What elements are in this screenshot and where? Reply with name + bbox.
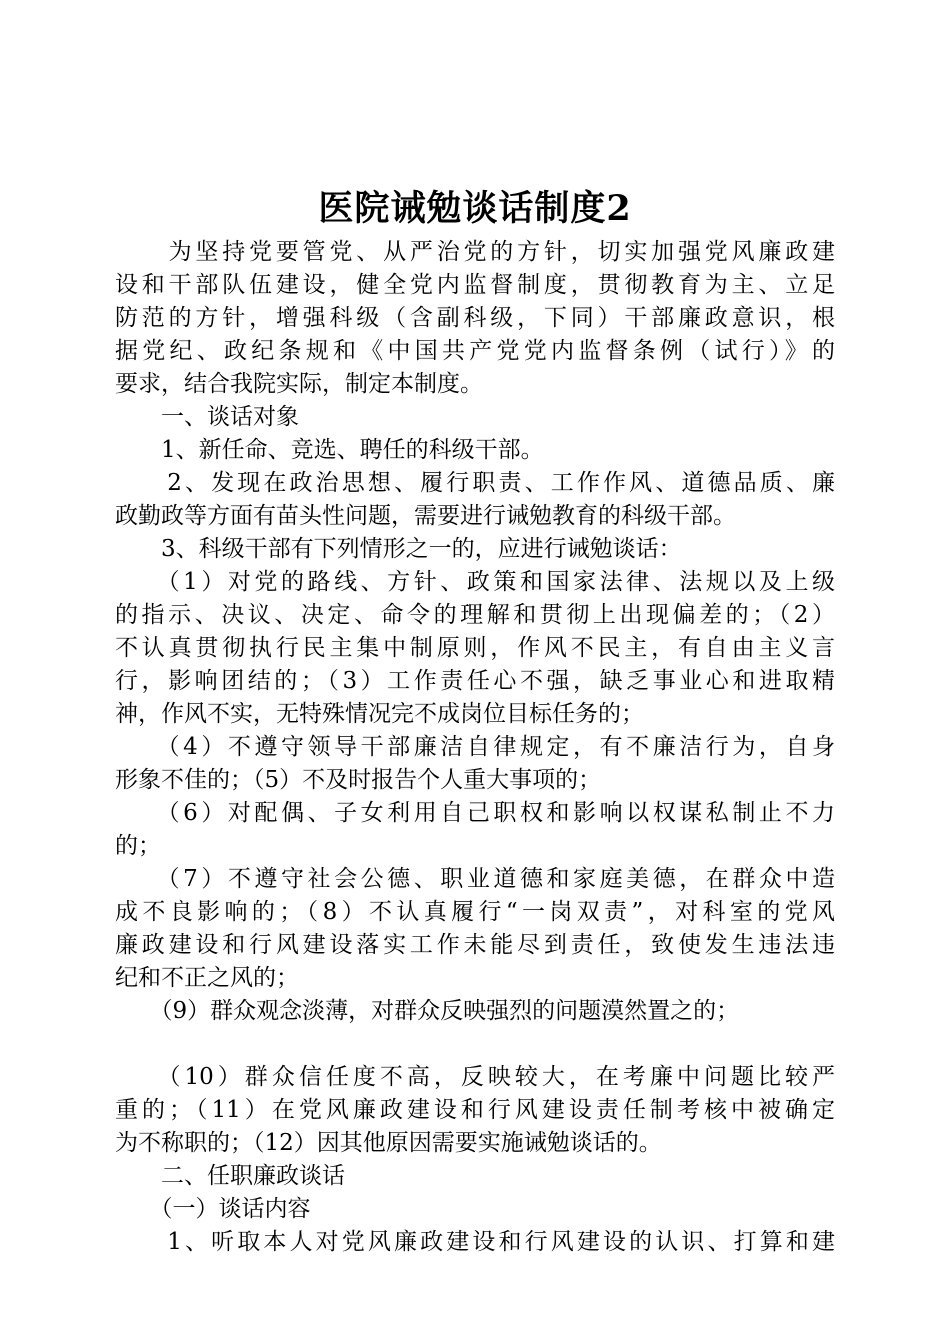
section-heading: 二、任职廉政谈话	[115, 1163, 345, 1189]
body-line: 重的；（11）在党风廉政建设和行风建设责任制考核中被确定	[115, 1097, 835, 1123]
body-line: 防范的方针，增强科级（含副科级，下同）干部廉政意识，根	[115, 305, 835, 331]
body-line: （6）对配偶、子女利用自己职权和影响以权谋私制止不力	[115, 800, 835, 826]
body-line: 2、发现在政治思想、履行职责、工作作风、道德品质、廉	[115, 470, 835, 496]
body-line: 成不良影响的；（8）不认真履行“一岗双责”，对科室的党风	[115, 899, 835, 925]
body-line: （9）群众观念淡薄，对群众反映强烈的问题漠然置之的；	[115, 998, 740, 1024]
body-line: 政勤政等方面有苗头性问题，需要进行诫勉教育的科级干部。	[115, 503, 736, 529]
body-line: 为不称职的；（12）因其他原因需要实施诫勉谈话的。	[115, 1130, 662, 1156]
subsection-heading: （一）谈话内容	[115, 1196, 311, 1222]
body-line: （1）对党的路线、方针、政策和国家法律、法规以及上级	[115, 569, 835, 595]
body-line: 为坚持党要管党、从严治党的方针，切实加强党风廉政建	[115, 239, 835, 265]
body-line: 神，作风不实，无特殊情况完不成岗位目标任务的；	[115, 701, 644, 727]
document-title: 医院诫勉谈话制度2	[318, 188, 632, 229]
body-line: 行，影响团结的；（3）工作责任心不强，缺乏事业心和进取精	[115, 668, 835, 694]
section-heading: 一、谈话对象	[115, 404, 299, 430]
body-line: 形象不佳的；（5）不及时报告个人重大事项的；	[115, 767, 602, 793]
body-line: 不认真贯彻执行民主集中制原则，作风不民主，有自由主义言	[115, 635, 835, 661]
body-line: （4）不遵守领导干部廉洁自律规定，有不廉洁行为，自身	[115, 734, 835, 760]
body-line: 的；	[115, 833, 161, 859]
body-line: 纪和不正之风的；	[115, 965, 299, 991]
body-line: （10）群众信任度不高，反映较大，在考廉中问题比较严	[115, 1064, 835, 1090]
body-line: 要求，结合我院实际，制定本制度。	[115, 371, 483, 397]
body-line: （7）不遵守社会公德、职业道德和家庭美德，在群众中造	[115, 866, 835, 892]
body-line: 3、科级干部有下列情形之一的，应进行诫勉谈话：	[115, 536, 682, 562]
body-line: 的指示、决议、决定、命令的理解和贯彻上出现偏差的；（2）	[115, 602, 835, 628]
body-line: 1、听取本人对党风廉政建设和行风建设的认识、打算和建	[115, 1229, 835, 1255]
body-line: 设和干部队伍建设，健全党内监督制度，贯彻教育为主、立足	[115, 272, 835, 298]
body-line: 据党纪、政纪条规和《中国共产党党内监督条例（试行）》的	[115, 338, 835, 364]
body-line: 1、新任命、竞选、聘任的科级干部。	[115, 437, 544, 463]
body-line: 廉政建设和行风建设落实工作未能尽到责任，致使发生违法违	[115, 932, 835, 958]
